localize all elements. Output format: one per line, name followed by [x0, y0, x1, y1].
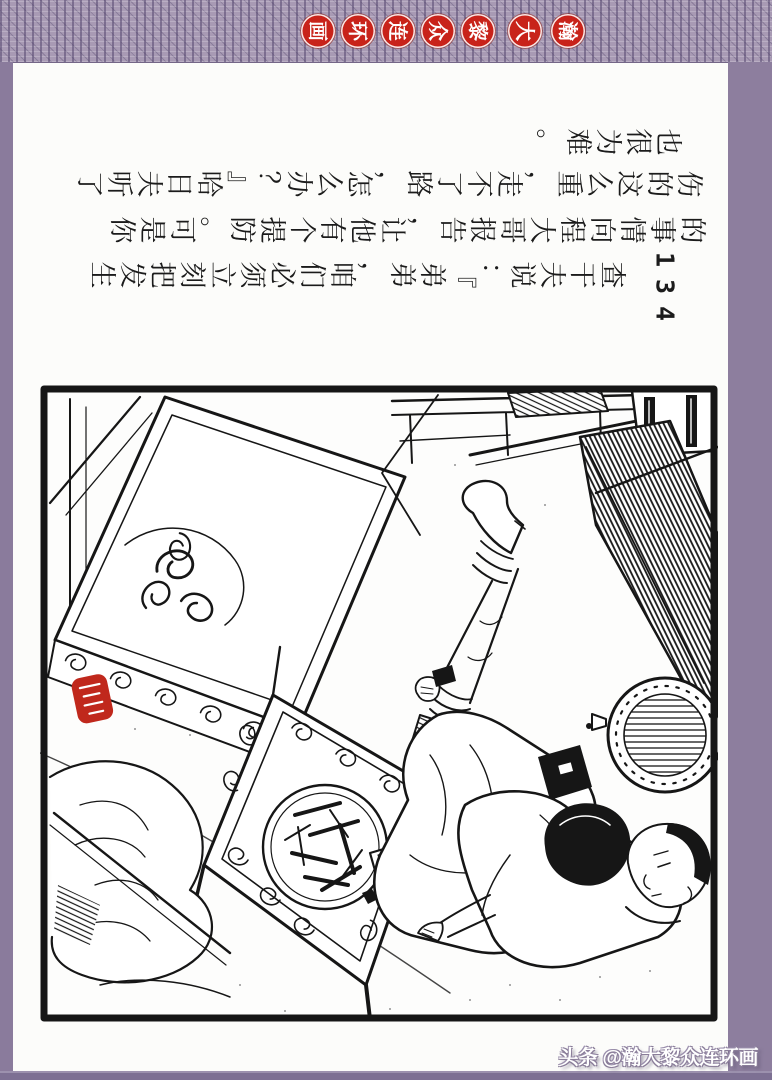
rotated-character: 办 [283, 170, 314, 198]
rotated-character: 向 [586, 216, 617, 244]
rotated-character: 走 [493, 170, 524, 198]
collection-seal-2 [341, 14, 375, 48]
rotated-character: 让 [376, 216, 407, 244]
rotated-character: 怎 [343, 170, 374, 198]
rotated-character: 咱 [326, 261, 357, 289]
rotated-character: ， [373, 170, 404, 198]
caption-column-4 [532, 126, 682, 158]
rotated-character: 重 [553, 170, 584, 198]
rotated-character: 必 [266, 261, 297, 289]
rotated-character: 哥 [496, 216, 527, 244]
rotated-character: 。 [196, 216, 227, 244]
rotated-character: 可 [166, 216, 197, 244]
rotated-character: 有 [316, 216, 347, 244]
rotated-character: 是 [136, 216, 167, 244]
collection-seal-1 [301, 14, 335, 48]
rotated-character: 夫 [133, 170, 164, 198]
rotated-character: 干 [566, 261, 597, 289]
rotated-character: 么 [583, 170, 614, 198]
rotated-character: 生 [86, 261, 117, 289]
rotated-character: 查 [596, 261, 627, 289]
seal-character: 画 [306, 21, 330, 41]
rotated-character: ： [476, 261, 507, 289]
seal-character: 环 [346, 21, 370, 41]
rotated-character: 夫 [536, 261, 567, 289]
rotated-character: 。 [532, 128, 563, 156]
rotated-character: ， [523, 170, 554, 198]
seal-character: 瀚 [556, 21, 580, 41]
rotated-character: 了 [73, 170, 104, 198]
rotated-character: 1 [650, 251, 680, 268]
rotated-character: 伤 [673, 170, 704, 198]
collection-seal-6 [508, 14, 542, 48]
watermark-text: 头条 @瀚大黎众连环画 [558, 1047, 758, 1069]
rotated-character: 的 [643, 170, 674, 198]
rotated-character: 弟 [386, 261, 417, 289]
rotated-character: 3 [650, 278, 680, 295]
rotated-character: 把 [146, 261, 177, 289]
rotated-character: 刻 [176, 261, 207, 289]
rotated-character: 说 [506, 261, 537, 289]
rotated-character: 也 [652, 128, 683, 156]
rotated-character: 情 [616, 216, 647, 244]
rotated-character: 弟 [416, 261, 447, 289]
seal-character: 众 [426, 21, 450, 41]
page-border-left [0, 62, 13, 1080]
rotated-character: 大 [526, 216, 557, 244]
collection-seal-3 [381, 14, 415, 48]
rotated-character: 路 [403, 170, 434, 198]
rotated-character: ， [406, 216, 437, 244]
rotated-character: 哈 [193, 170, 224, 198]
rotated-character: 4 [650, 305, 680, 322]
rotated-character: 须 [236, 261, 267, 289]
caption-column-2 [106, 214, 706, 246]
rotated-character: 程 [556, 216, 587, 244]
rotated-character: 这 [613, 170, 644, 198]
rotated-character: ？ [253, 170, 284, 198]
collection-seal-5 [461, 14, 495, 48]
rotated-character: 难 [562, 128, 593, 156]
rotated-character: 他 [346, 216, 377, 244]
seal-character: 连 [386, 21, 410, 41]
rotated-character: 听 [103, 170, 134, 198]
rotated-character: ， [356, 261, 387, 289]
caption-column-3 [73, 168, 703, 200]
page-number [650, 246, 680, 327]
rotated-character: 日 [163, 170, 194, 198]
illustration-panel [40, 385, 718, 1022]
seal-character: 大 [513, 21, 537, 41]
rotated-character: 发 [116, 261, 147, 289]
seal-character: 黎 [466, 21, 490, 41]
rotated-character: 立 [206, 261, 237, 289]
rotated-character: 事 [646, 216, 677, 244]
collection-seal-7 [551, 14, 585, 48]
rotated-character: 报 [466, 216, 497, 244]
rotated-character: 告 [436, 216, 467, 244]
rotated-character: 们 [296, 261, 327, 289]
rotated-character: 个 [286, 216, 317, 244]
rotated-character: 不 [463, 170, 494, 198]
rotated-character: 』 [223, 170, 254, 198]
rotated-character: 你 [106, 216, 137, 244]
rotated-character: 了 [433, 170, 464, 198]
rotated-character: 防 [226, 216, 257, 244]
rotated-character: 为 [592, 128, 623, 156]
rotated-character: 很 [622, 128, 653, 156]
rotated-character: 『 [446, 261, 477, 289]
page-border-bottom [0, 1071, 772, 1080]
rotated-character: 么 [313, 170, 344, 198]
collection-seal-4 [421, 14, 455, 48]
page-border-right [728, 62, 772, 1080]
rotated-character: 提 [256, 216, 287, 244]
caption-column-1 [86, 259, 626, 291]
rotated-character: 的 [676, 216, 707, 244]
